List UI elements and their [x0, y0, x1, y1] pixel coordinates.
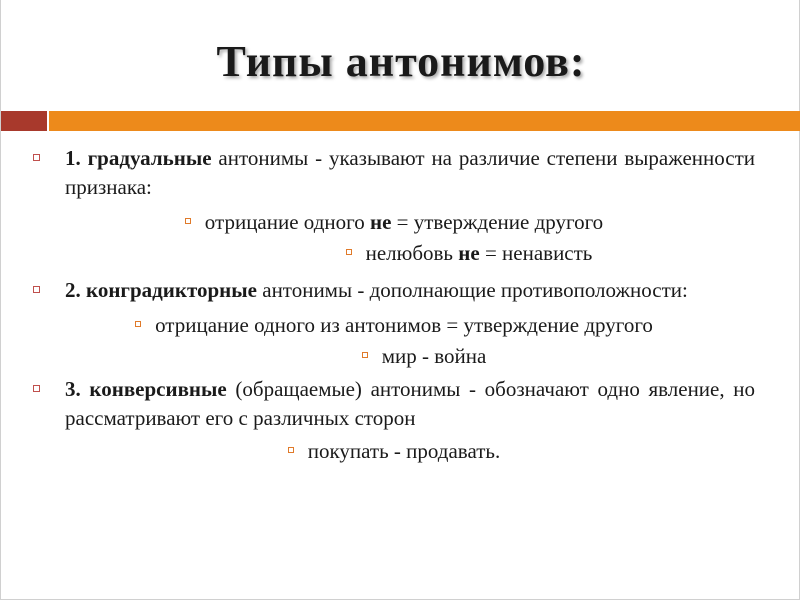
sub-text: = ненависть [479, 241, 593, 265]
list-item-gradual [33, 144, 755, 202]
term-description: (обращаемые) антонимы - обозначают одно явление, но рассматривают его с различных сторон [65, 377, 755, 430]
decorative-red-bar [1, 111, 47, 131]
term-label: 3. конверсивные [65, 377, 227, 401]
square-bullet-icon [185, 218, 191, 224]
list-item-conversive [33, 375, 755, 433]
slide-content [33, 140, 755, 466]
decorative-orange-bar [49, 111, 800, 131]
square-bullet-icon [346, 249, 352, 255]
square-bullet-icon [135, 321, 141, 327]
sub-text: = утверждение другого [391, 210, 604, 234]
sub-text: нелюбовь [365, 241, 459, 265]
sub-text: покупать - продавать. [307, 439, 501, 463]
sub-text: отрицание одного из антонимов = утверждение другого [155, 313, 653, 337]
square-bullet-icon [33, 385, 40, 392]
sub-item [33, 342, 755, 371]
square-bullet-icon [362, 352, 368, 358]
slide-title: Типы антонимов: [216, 37, 586, 86]
list-item-contradictory [33, 276, 755, 305]
sub-item [33, 311, 755, 340]
square-bullet-icon [33, 154, 40, 161]
term-label: 1. градуальные [65, 146, 212, 170]
square-bullet-icon [33, 286, 40, 293]
square-bullet-icon [288, 447, 294, 453]
sub-item [33, 239, 755, 268]
sub-bold: не [369, 210, 392, 234]
term-label: 2. конградикторные [65, 278, 257, 302]
sub-item [33, 437, 755, 466]
term-description: антонимы - указывают на различие степени выраженности признака: [65, 146, 755, 199]
sub-text: отрицание одного [204, 210, 370, 234]
term-description: антонимы - дополнающие противоположности: [257, 278, 688, 302]
sub-text: мир - война [381, 344, 487, 368]
sub-item [33, 208, 755, 237]
sub-bold: не [458, 241, 480, 265]
